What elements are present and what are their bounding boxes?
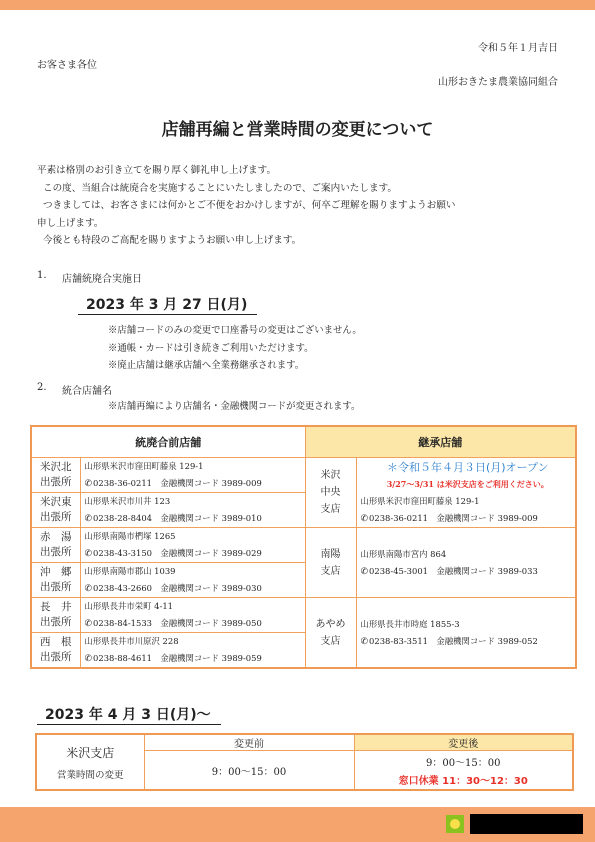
phone-icon: ✆: [360, 566, 369, 577]
section1-number: 1.: [37, 270, 47, 281]
address: 山形県長井市川原沢 228: [84, 636, 179, 646]
bank-code: 金融機関コード 3989-030: [160, 583, 262, 593]
page-title: 店舗再編と営業時間の変更について: [161, 120, 434, 140]
hours-change-date-text: 2023 年 4 月 3 日(月)～: [37, 707, 221, 725]
consolidation-date: [78, 294, 257, 314]
successor-store-name: あやめ 支店: [305, 598, 356, 669]
section1-heading: 店舗統廃合実施日: [62, 274, 142, 285]
old-store-info: [80, 633, 305, 669]
phone-icon: ✆: [84, 619, 93, 629]
organization-name: 山形おきたま農業協同組合: [438, 77, 558, 88]
section2-note: [108, 398, 360, 416]
before-hours: 9：00～15：00: [144, 751, 354, 791]
successor-store-info: [356, 458, 576, 528]
address: 山形県長井市時庭 1855-3: [360, 618, 460, 629]
section2-heading: 統合店舗名: [62, 386, 112, 397]
address: 山形県南陽市郡山 1039: [84, 566, 176, 576]
hours-change-label: 営業時間の変更: [56, 769, 124, 781]
old-store-name: 米沢北 出張所: [31, 458, 80, 493]
phone-icon: ✆: [84, 479, 93, 489]
branch-name: 米沢支店: [66, 745, 115, 760]
old-store-info: [80, 563, 305, 598]
intro-line: つきましては、お客さまには何かとご不便をおかけしますが、何卒ご理解を賜りますようお願い: [43, 200, 456, 211]
branch-cell: [36, 734, 144, 790]
phone: 0238-83-3511: [369, 635, 428, 646]
note-line: ※店舗再編により店舗名・金融機関コードが変更されます。: [108, 401, 361, 412]
header-successor-stores: 継承店舗: [305, 426, 576, 458]
top-accent-bar: [0, 0, 595, 10]
phone-icon: ✆: [360, 636, 369, 647]
bank-code: 金融機関コード 3989-009: [160, 478, 262, 488]
phone: 0238-36-0211: [93, 478, 152, 488]
before-header: 変更前: [144, 734, 354, 751]
header-old-stores: 統廃合前店舗: [31, 426, 305, 458]
phone: 0238-43-3150: [93, 548, 152, 558]
intro-line: この度、当組合は統廃合を実施することにいたしましたので、ご案内いたします。: [43, 182, 398, 194]
successor-store-info: [356, 528, 576, 598]
old-store-info: [80, 528, 305, 563]
old-store-name: 米沢東 出張所: [31, 493, 80, 528]
phone-icon: ✆: [84, 549, 93, 559]
phone: 0238-36-0211: [369, 512, 428, 523]
old-store-name: 長 井 出張所: [31, 598, 80, 633]
address: 山形県南陽市椚塚 1265: [84, 531, 176, 541]
bank-code: 金融機関コード 3989-033: [436, 565, 538, 576]
after-hours: 9：00～15：00: [425, 757, 501, 769]
bank-code: 金融機関コード 3989-010: [160, 513, 262, 523]
address: 山形県長井市栄町 4-11: [84, 601, 173, 611]
address: 山形県米沢市川井 123: [84, 496, 171, 506]
bank-code: 金融機関コード 3989-009: [436, 512, 538, 523]
phone: 0238-88-4611: [93, 653, 152, 663]
intro-line: 平素は格別のお引き立てを賜り厚く御礼申し上げます。: [37, 165, 277, 176]
hours-table: [35, 733, 574, 791]
after-header: 変更後: [354, 734, 573, 751]
ja-logo-icon: [446, 815, 464, 833]
redacted-box: [470, 814, 583, 834]
successor-store-name: 米沢 中央 支店: [305, 458, 356, 528]
phone-icon: ✆: [84, 514, 93, 524]
intro-line: 今後とも特段のご高配を賜りますようお願い申し上げます。: [43, 235, 302, 246]
section1-notes: [108, 322, 362, 375]
intro-line: 申し上げます。: [37, 217, 104, 229]
temporary-notice: 3/27～3/31 は米沢支店をご利用ください。: [386, 478, 549, 489]
old-store-info: [80, 458, 305, 493]
phone: 0238-84-1533: [93, 618, 152, 628]
bank-code: 金融機関コード 3989-050: [160, 618, 262, 628]
phone-icon: ✆: [84, 654, 93, 664]
issue-date: 令和５年１月吉日: [478, 43, 558, 54]
successor-store-name: 南陽 支店: [305, 528, 356, 598]
note-line: ※廃止店舗は継承店舗へ全業務継承されます。: [108, 360, 305, 371]
old-store-name: 沖 郷 出張所: [31, 563, 80, 598]
stores-table: [30, 425, 577, 669]
bank-code: 金融機関コード 3989-052: [436, 635, 538, 646]
phone: 0238-43-2660: [93, 583, 152, 593]
hours-change-date: [37, 704, 221, 724]
old-store-info: [80, 598, 305, 633]
phone-icon: ✆: [84, 584, 93, 594]
note-line: ※通帳・カードは引き続きご利用いただけます。: [108, 342, 314, 354]
section2-number: 2.: [37, 382, 47, 393]
old-store-name: 赤 湯 出張所: [31, 528, 80, 563]
opening-notice: ＊令和５年４月３日(月)オープン: [386, 460, 549, 474]
successor-store-info: [356, 598, 576, 669]
after-hours-cell: [354, 751, 573, 791]
consolidation-date-text: 2023 年 3 月 27 日(月): [78, 297, 257, 315]
phone: 0238-45-3001: [369, 565, 428, 576]
phone-icon: ✆: [360, 513, 369, 524]
old-store-info: [80, 493, 305, 528]
address: 山形県米沢市窪田町藤泉 129-1: [360, 495, 480, 506]
phone: 0238-28-8404: [93, 513, 152, 523]
addressee: お客さま各位: [37, 60, 97, 71]
intro-text: [37, 162, 456, 250]
window-break-hours: 窓口休業 11：30～12：30: [398, 775, 528, 787]
note-line: ※店舗コードのみの変更で口座番号の変更はございません。: [108, 325, 362, 336]
bank-code: 金融機関コード 3989-029: [160, 548, 262, 558]
bank-code: 金融機関コード 3989-059: [160, 653, 262, 663]
address: 山形県南陽市宮内 864: [360, 548, 447, 559]
old-store-name: 西 根 出張所: [31, 633, 80, 669]
address: 山形県米沢市窪田町藤泉 129-1: [84, 461, 204, 471]
